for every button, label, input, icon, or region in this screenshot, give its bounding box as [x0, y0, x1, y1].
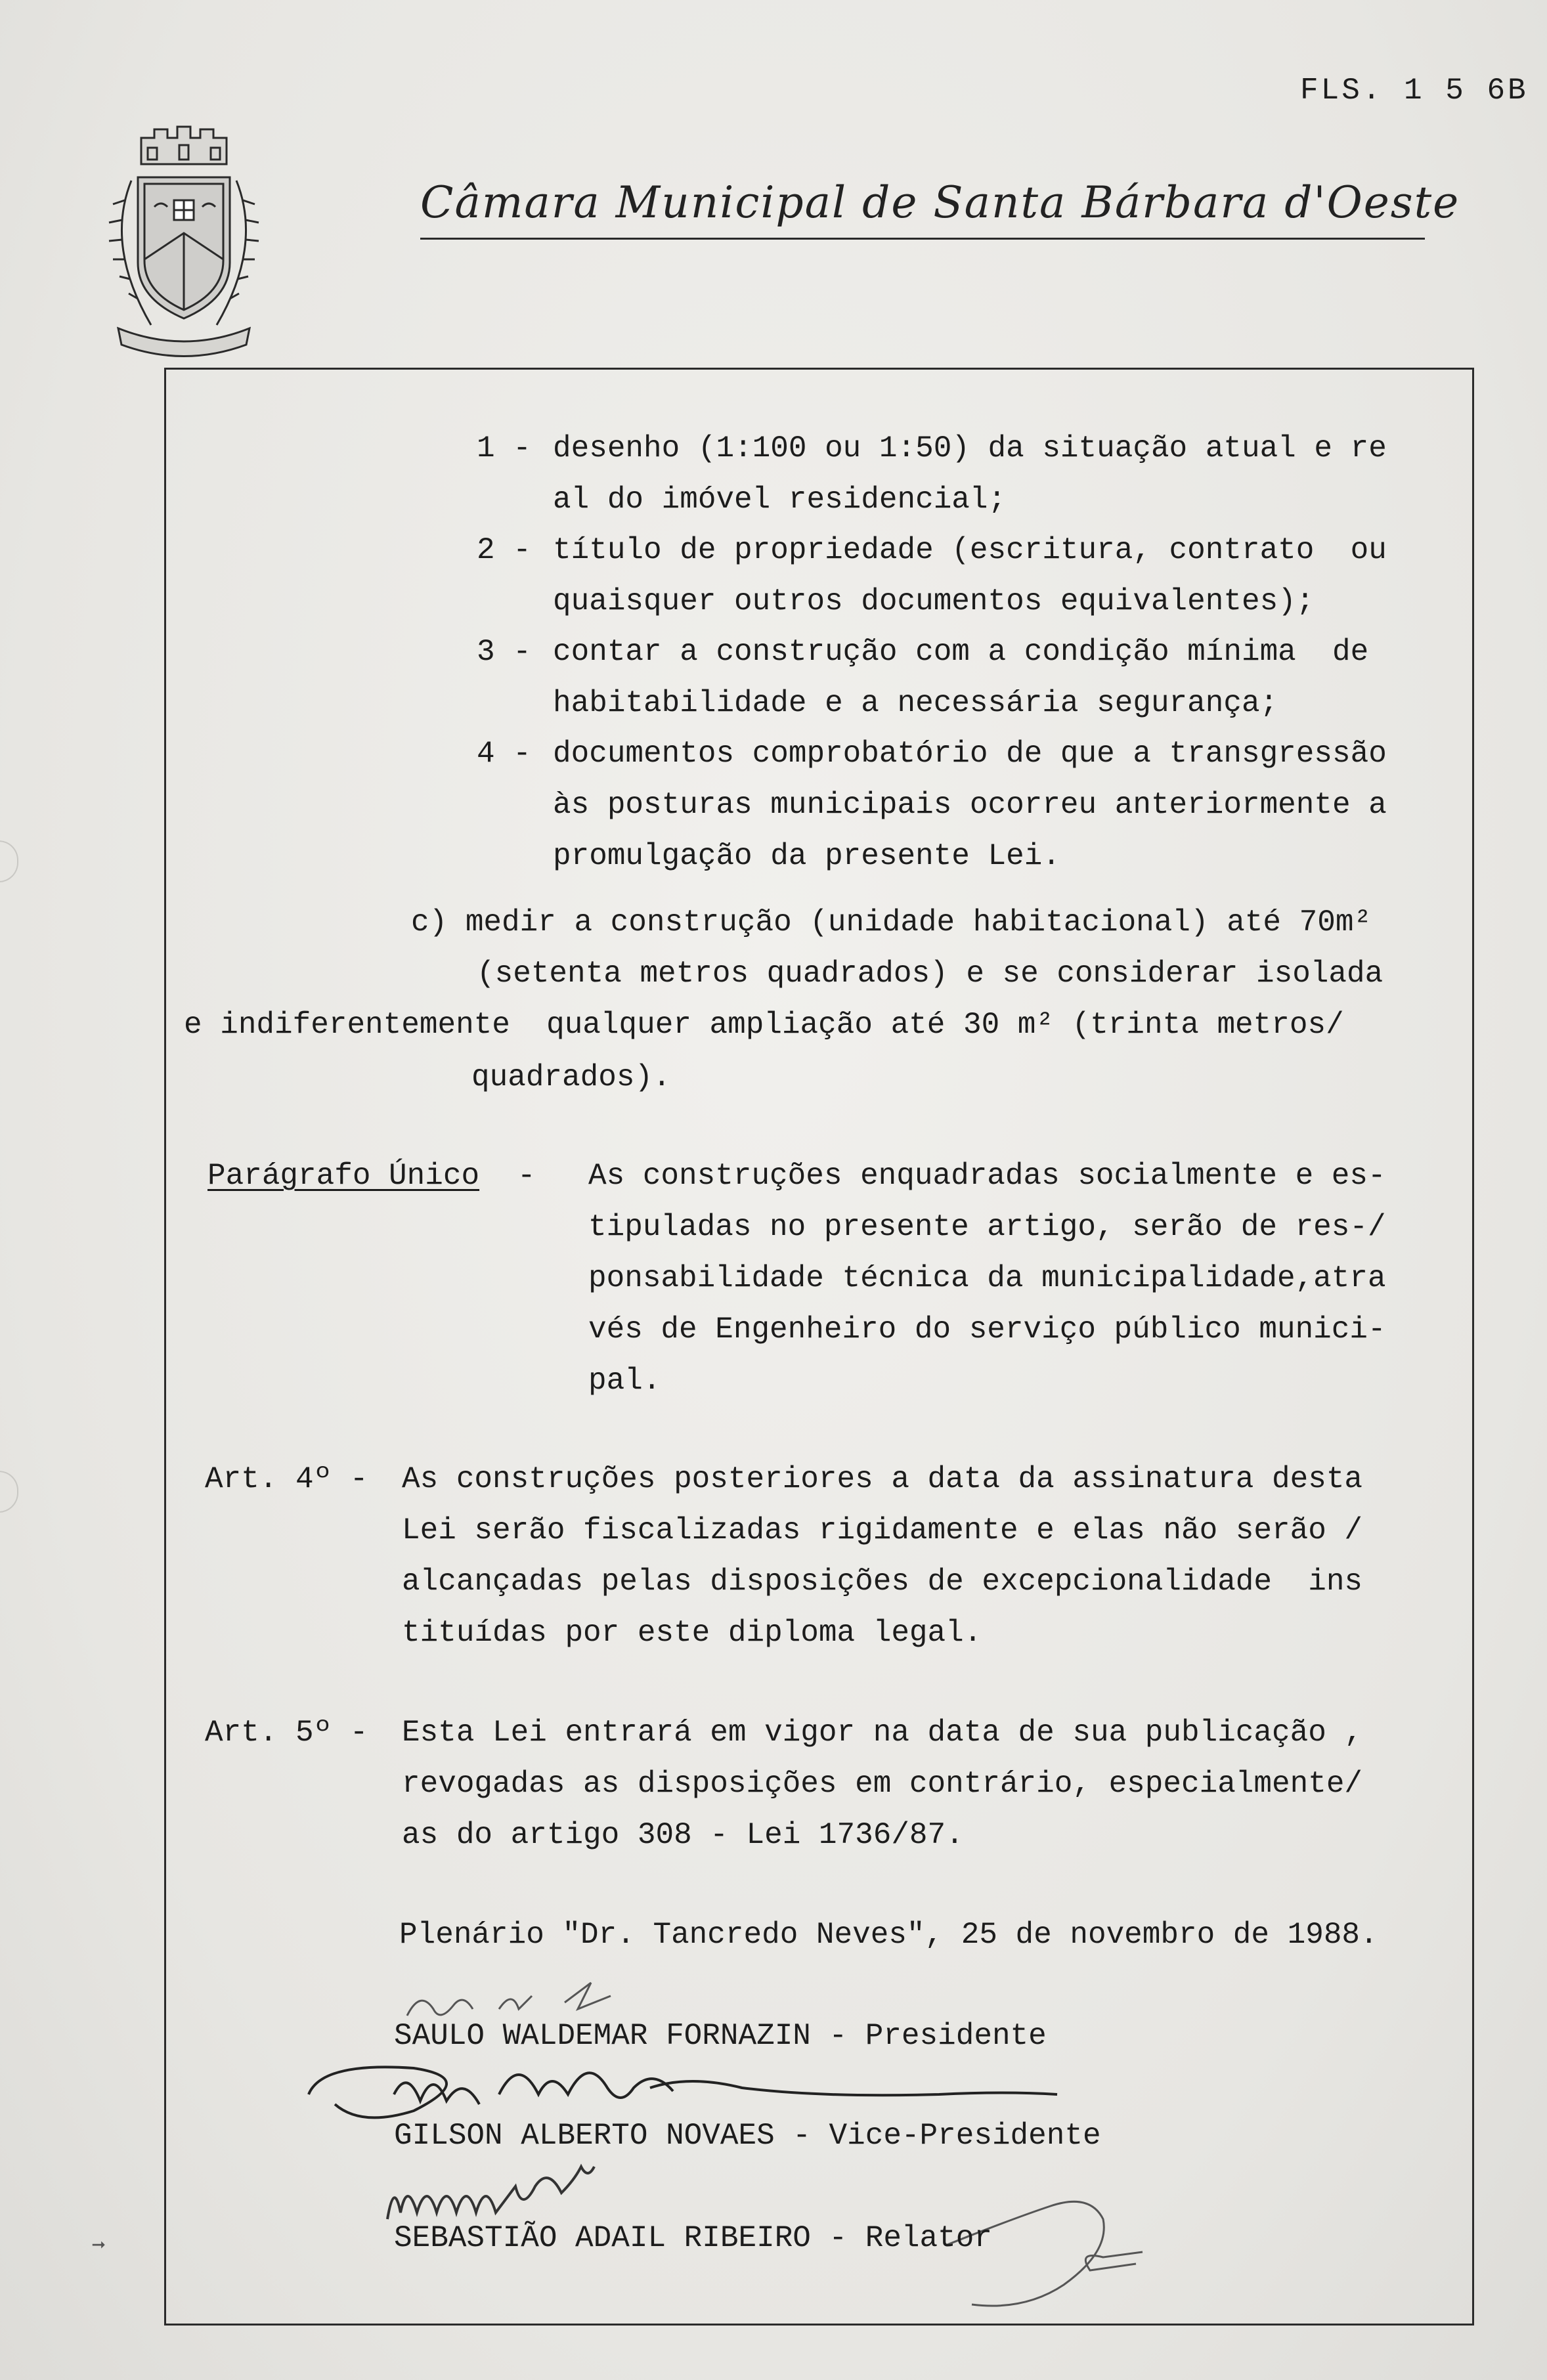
folio-number: FLS. 1 5 6B	[1300, 74, 1529, 108]
art-4-label: Art. 4º -	[205, 1462, 368, 1496]
signatory-presidente: SAULO WALDEMAR FORNAZIN - Presidente	[394, 2019, 1047, 2053]
signatory-vice-presidente: GILSON ALBERTO NOVAES - Vice-Presidente	[394, 2119, 1101, 2153]
item-1-number: 1 -	[477, 431, 531, 465]
paragrafo-unico-line-4: vés de Engenheiro do serviço público munici-	[588, 1312, 1386, 1347]
paragrafo-unico-line-3: ponsabilidade técnica da municipalidade,atra	[588, 1261, 1386, 1295]
item-1-line-1: desenho (1:100 ou 1:50) da situação atual e re	[553, 431, 1387, 465]
item-3-line-1: contar a construção com a condição mínima de	[553, 635, 1369, 669]
art-4-line-1: As construções posteriores a data da assinatura desta	[402, 1462, 1363, 1496]
margin-arrow-icon: ➞	[92, 2235, 106, 2260]
art-4-line-3: alcançadas pelas disposições de excepcionalidade ins	[402, 1565, 1363, 1599]
item-4-line-2: às posturas municipais ocorreu anteriormente a	[553, 788, 1387, 822]
clause-c-line-1: c) medir a construção (unidade habitacional) até 70m²	[411, 905, 1372, 940]
institution-title: Câmara Municipal de Santa Bárbara d'Oeste	[420, 177, 1460, 228]
art-5-line-1: Esta Lei entrará em vigor na data de sua publicação ,	[402, 1716, 1363, 1750]
paragrafo-unico-line-2: tipuladas no presente artigo, serão de res-/	[588, 1210, 1386, 1244]
header-rule	[420, 238, 1425, 240]
art-4-line-2: Lei serão fiscalizadas rigidamente e elas não serão /	[402, 1513, 1363, 1547]
item-3-line-2: habitabilidade e a necessária segurança;	[553, 686, 1278, 720]
item-4-number: 4 -	[477, 737, 531, 771]
item-1-line-2: al do imóvel residencial;	[553, 483, 1007, 517]
closing-place-date: Plenário "Dr. Tancredo Neves", 25 de novembro de 1988.	[399, 1918, 1378, 1952]
item-2-number: 2 -	[477, 533, 531, 567]
clause-c-line-3: e indiferentemente qualquer ampliação até 30 m² (trinta metros/	[184, 1008, 1344, 1042]
item-2-line-2: quaisquer outros documentos equivalentes);	[553, 584, 1315, 618]
item-4-line-1: documentos comprobatório de que a transgressão	[553, 737, 1387, 771]
paragrafo-unico-label: Parágrafo Único	[207, 1159, 480, 1193]
art-5-label: Art. 5º -	[205, 1716, 368, 1750]
coat-of-arms-icon	[79, 102, 289, 364]
signatory-relator: SEBASTIÃO ADAIL RIBEIRO - Relator	[394, 2221, 992, 2255]
art-4-line-4: tituídas por este diploma legal.	[402, 1616, 982, 1650]
art-5-line-2: revogadas as disposições em contrário, especialmente/	[402, 1767, 1363, 1801]
item-4-line-3: promulgação da presente Lei.	[553, 839, 1060, 873]
art-5-line-3: as do artigo 308 - Lei 1736/87.	[402, 1818, 964, 1852]
paragrafo-unico-line-5: pal.	[588, 1364, 661, 1398]
item-2-line-1: título de propriedade (escritura, contrato ou	[553, 533, 1387, 567]
paragrafo-unico-dash: -	[517, 1159, 536, 1193]
clause-c-line-2: (setenta metros quadrados) e se considerar isolada	[477, 957, 1384, 991]
paragrafo-unico-line-1: As construções enquadradas socialmente e es-	[588, 1159, 1386, 1193]
clause-c-line-4: quadrados).	[471, 1060, 671, 1094]
item-3-number: 3 -	[477, 635, 531, 669]
